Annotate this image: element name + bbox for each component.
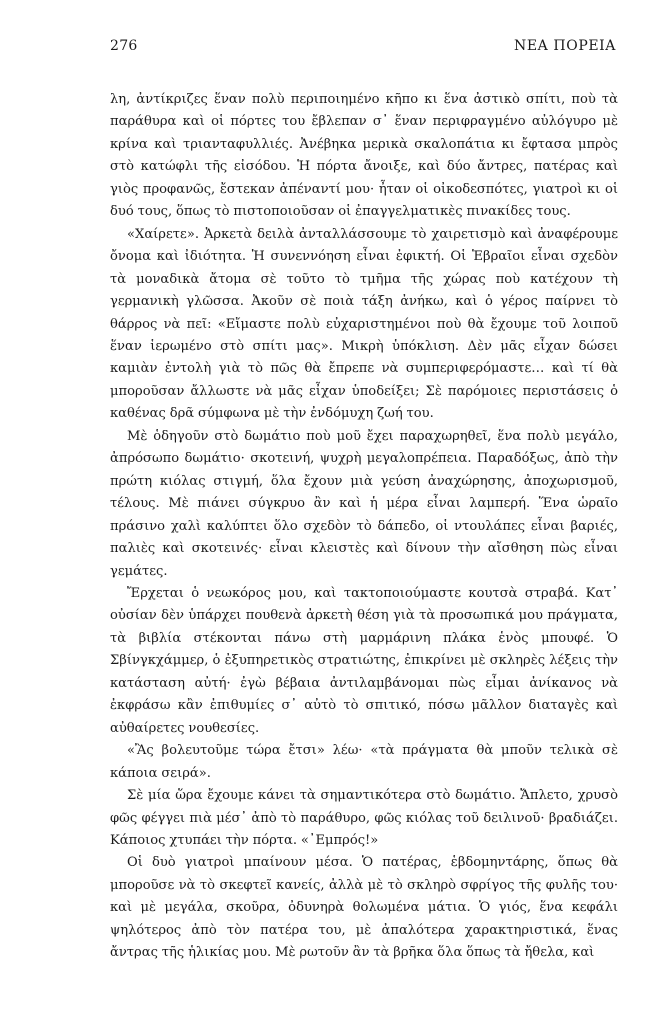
running-head (110, 38, 616, 60)
paragraph-1: λη, ἀντίκριζες ἕναν πολὺ περιποιημένο κῆπο κι ἕνα ἀστικὸ σπίτι, ποὺ τὰ παράθυρα καὶ οἱ πόρτες του ἔβλεπαν σ᾽ ἕναν περιφραγμένο αὐλόγυρο μὲ κρίνα καὶ τριανταφυλλιές. Ἀνέβηκα μερικὰ σκαλοπάτια κι ἔφτασα μπρὸς στὸ κατώφλι τῆς εἰσόδου. Ἡ πόρτα ἄνοιξε, καὶ δύο ἄντρες, πατέρας καὶ γιὸς προφανῶς, ἔστεκαν ἀπέναντί μου· ἦταν οἱ οἰκοδεσπότες, γιατροὶ κι οἱ δυό τους, ὅπως τὸ πιστοποιοῦσαν οἱ ἐπαγγελματικὲς πινακίδες τους. (110, 92, 618, 220)
page-number: 276 (110, 38, 138, 54)
paragraph-5: «Ἂς βολευτοῦμε τώρα ἔτσι» λέω· «τὰ πράγματα θὰ μποῦν τελικὰ σὲ κάποια σειρά». (110, 743, 618, 781)
paragraph-3: Μὲ ὁδηγοῦν στὸ δωμάτιο ποὺ μοῦ ἔχει παραχωρηθεῖ, ἕνα πολὺ μεγάλο, ἀπρόσωπο δωμάτιο· σκοτεινή, ψυχρὴ μεγαλοπρέπεια. Παραδόξως, ἀπὸ τὴν πρώτη κιόλας στιγμή, ὅλα ἔχουν μιὰ γεύση ἀναχώρησης, ἀποχωρισμοῦ, τέλους. Μὲ πιάνει σύγκρυο ἂν καὶ ἡ μέρα εἶναι λαμπερή. Ἕνα ὡραῖο πράσινο χαλὶ καλύπτει ὅλο σχεδὸν τὸ δάπεδο, οἱ ντουλάπες εἶναι βαριές, παλιὲς καὶ σκοτεινές· εἶναι κλειστὲς καὶ δίνουν τὴν αἴσθηση πὼς εἶναι γεμάτες. (110, 428, 618, 579)
paragraph-2: «Χαίρετε». Ἀρκετὰ δειλὰ ἀνταλλάσσουμε τὸ χαιρετισμὸ καὶ ἀναφέρουμε ὄνομα καὶ ἰδιότητα. Ἡ συνεννόηση εἶναι ἐφικτή. Οἱ Ἑβραῖοι εἶναι σχεδὸν τὰ μοναδικὰ ἄτομα σὲ τοῦτο τὸ τμῆμα τῆς χώρας ποὺ κατέχουν τὴ γερμανικὴ γλῶσσα. Ἀκοῦν σὲ ποιὰ τάξη ἀνήκω, καὶ ὁ γέρος παίρνει τὸ θάρρος νὰ πεῖ: «Εἴμαστε πολὺ εὐχαριστημένοι ποὺ θὰ ἔχουμε τοῦ λοιποῦ ἕναν ἱερωμένο στὸ σπίτι μας». Μικρὴ ὑπόκλιση. Δὲν μᾶς εἶχαν δώσει καμιὰν ἐντολὴ γιὰ τὸ πῶς θὰ ἔπρεπε νὰ συμπεριφερόμαστε… καὶ τί θὰ μποροῦσαν ἄλλωστε νὰ μᾶς εἶχαν ὑποδείξει; Σὲ παρόμοιες περιστάσεις ὁ καθένας δρᾶ σύμφωνα μὲ τὴν ἐνδόμυχη ζωή του. (110, 226, 618, 422)
paragraph-7: Οἱ δυὸ γιατροὶ μπαίνουν μέσα. Ὁ πατέρας, ἑβδομηντάρης, ὅπως θὰ μποροῦσε νὰ τὸ σκεφτεῖ κανείς, ἀλλὰ μὲ τὸ σκληρὸ σφρίγος τῆς φυλῆς του· καὶ μὲ μεγάλα, σκοῦρα, ὀδυνηρὰ θολωμένα μάτια. Ὁ γιός, ἕνα κεφάλι ψηλότερος ἀπὸ τὸν πατέρα του, μὲ ἀπαλότερα χαρακτηριστικά, ἕνας ἄντρας τῆς ἡλικίας μου. Μὲ ρωτοῦν ἂν τὰ βρῆκα ὅλα ὅπως τὰ ἤθελα, καὶ (110, 855, 618, 961)
paragraph-4: Ἔρχεται ὁ νεωκόρος μου, καὶ τακτοποιούμαστε κουτσὰ στραβά. Κατ᾽ οὐσίαν δὲν ὑπάρχει πουθενὰ ἀρκετὴ θέση γιὰ τὰ προσωπικά μου πράγματα, τὰ βιβλία στέκονται πάνω στὴ μαρμάρινη πλάκα ἑνὸς μπουφέ. Ὁ Σβίνγκχάμμερ, ὁ ἐξυπηρετικὸς στρατιώτης, ἐπικρίνει μὲ σκληρὲς λέξεις τὴν κατάσταση αὐτή· ἐγὼ βέβαια ἀντιλαμβάνομαι πὼς εἶμαι ἀνίκανος νὰ ἐκφράσω κἂν ἐπιθυμίες σ᾽ αὐτὸ τὸ σπιτικό, πόσω μᾶλλον διαταγὲς καὶ αὐθαίρετες νουθεσίες. (110, 585, 618, 736)
journal-title: ΝΕΑ ΠΟΡΕΙΑ (514, 38, 616, 54)
body-text (110, 89, 618, 965)
paragraph-6: Σὲ μία ὥρα ἔχουμε κάνει τὰ σημαντικότερα στὸ δωμάτιο. Ἄπλετο, χρυσὸ φῶς φέγγει πιὰ μέσ᾽ ἀπὸ τὸ παράθυρο, φῶς κιόλας τοῦ δειλινοῦ· βραδιάζει. Κάποιος χτυπάει τὴν πόρτα. «᾽Εμπρός!» (110, 788, 618, 848)
